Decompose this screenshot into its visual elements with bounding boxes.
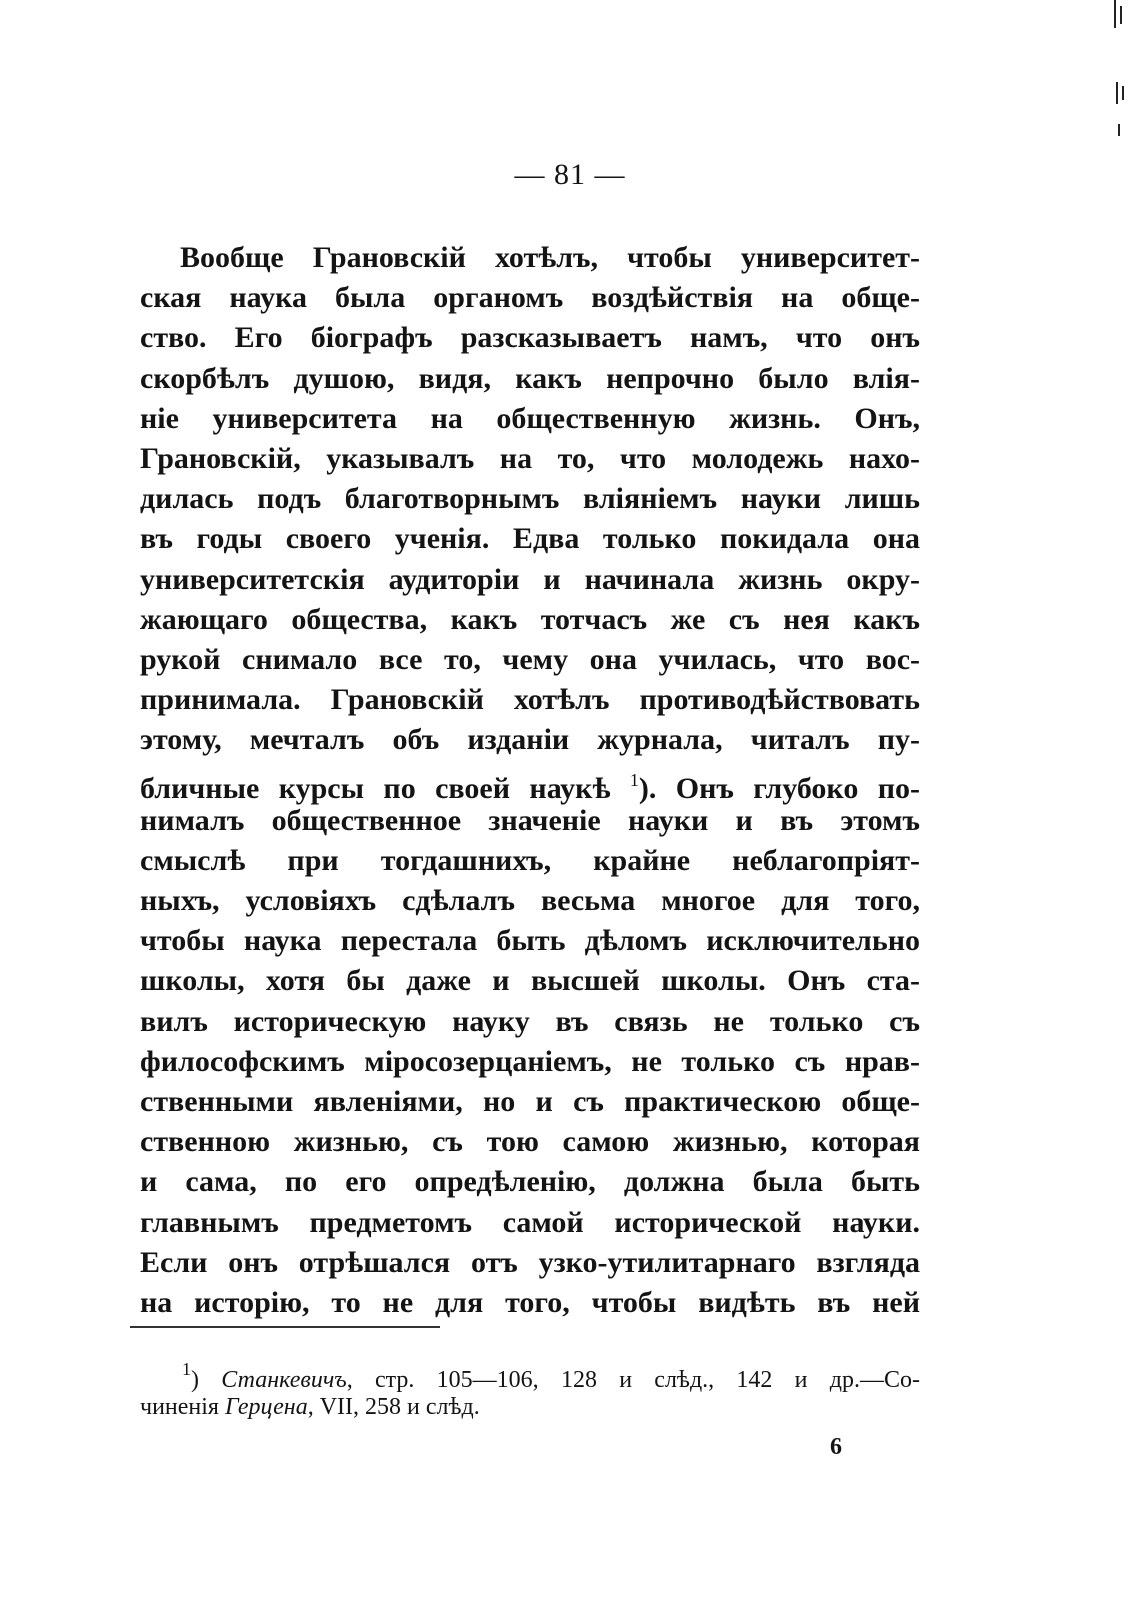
text-line: ственною жизнью, съ тою самою жизнью, которая bbox=[140, 1125, 920, 1159]
footnote-text: , стр. 105—106, 128 и слѣд., 142 и др.—Со- bbox=[346, 1367, 920, 1393]
text-line: вилъ историческую науку въ связь не только съ bbox=[140, 1004, 920, 1038]
text-line: Вообще Грановскій хотѣлъ, чтобы университет- bbox=[180, 241, 920, 274]
text-line: чтобы наука перестала быть дѣломъ исключительно bbox=[140, 924, 920, 958]
scan-margin-marks bbox=[1110, 0, 1132, 145]
footnote-text: , VII, 258 и слѣд. bbox=[307, 1394, 480, 1420]
text-line: жающаго общества, какъ тотчасъ же съ нея какъ bbox=[140, 602, 920, 636]
text-line: и сама, по его опредѣленію, должна была быть bbox=[140, 1165, 920, 1199]
text-line: ныхъ, условіяхъ сдѣлалъ весьма многое для того, bbox=[140, 884, 920, 917]
text-line: этому, мечталъ объ изданіи журнала, читалъ пу- bbox=[140, 723, 920, 757]
text-line: нималъ общественное значеніе науки и въ этомъ bbox=[140, 803, 920, 837]
body-text bbox=[140, 238, 920, 1323]
text-line: рукой снимало все то, чему она училась, что вос- bbox=[140, 642, 920, 676]
footnote-text: ) bbox=[191, 1367, 222, 1393]
footnote-author: Станкевичъ bbox=[221, 1367, 347, 1393]
footnote-reference: 1 bbox=[629, 770, 639, 791]
text-line: ніе университета на общественную жизнь. Онъ, bbox=[140, 401, 920, 435]
text-line: Если онъ отрѣшался отъ узко-утилитарнаго взгляда bbox=[140, 1245, 920, 1279]
text-line: на исторію, то не для того, чтобы видѣть въ ней bbox=[140, 1285, 920, 1319]
text-line: смыслѣ при тогдашнихъ, крайне неблагопріят- bbox=[140, 843, 920, 877]
footnote-author: Герцена bbox=[224, 1394, 308, 1420]
text-line: скорбѣлъ душою, видя, какъ непрочно было влія- bbox=[140, 361, 920, 395]
text-line: принимала. Грановскій хотѣлъ противодѣйствовать bbox=[140, 683, 920, 717]
text-line: университетскія аудиторіи и начинала жизнь окру- bbox=[140, 562, 920, 596]
text-line: дилась подъ благотворнымъ вліяніемъ науки лишь bbox=[140, 482, 920, 516]
text-line-head: бличные курсы по своей наукѣ bbox=[140, 772, 611, 806]
signature-mark: 6 bbox=[830, 1434, 842, 1460]
text-line: ственными явленіями, но и съ практическою обще- bbox=[140, 1084, 920, 1118]
text-line: ство. Его біографъ разсказываетъ намъ, что онъ bbox=[140, 321, 920, 355]
footnote-text: чиненія bbox=[140, 1394, 225, 1420]
footnote-separator bbox=[130, 1326, 440, 1328]
text-line: школы, хотя бы даже и высшей школы. Онъ ста- bbox=[140, 964, 920, 998]
footnote-line bbox=[140, 1350, 920, 1393]
text-line: философскимъ міросозерцаніемъ, не только съ нрав- bbox=[140, 1044, 920, 1078]
text-line-with-footnote-ref bbox=[140, 760, 920, 806]
text-line-tail: ). Онъ глубоко по- bbox=[638, 772, 920, 806]
footnote-line bbox=[140, 1388, 920, 1426]
footnote-marker: 1 bbox=[182, 1359, 191, 1379]
page-number: — 81 — bbox=[514, 158, 626, 191]
text-line: Грановскій, указывалъ на то, что молодежь нахо- bbox=[140, 441, 920, 475]
text-line: главнымъ предметомъ самой исторической науки. bbox=[140, 1205, 920, 1239]
footnote bbox=[140, 1350, 920, 1426]
text-line: ская наука была органомъ воздѣйствія на обще- bbox=[140, 281, 920, 315]
text-line: въ годы своего ученія. Едва только покидала она bbox=[140, 522, 920, 556]
